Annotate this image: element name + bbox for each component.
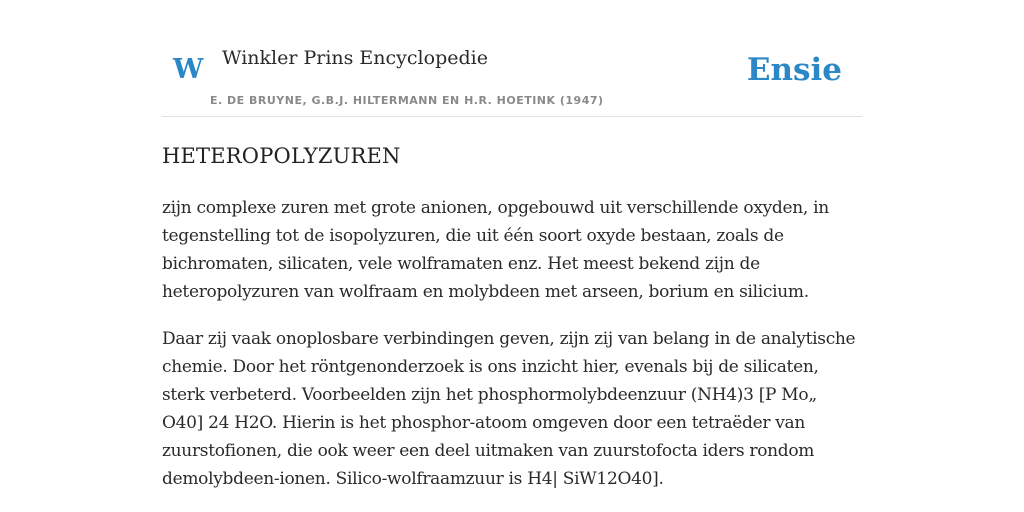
page: [162, 0, 862, 493]
authors-line: E. DE BRUYNE, G.B.J. HILTERMANN EN H.R. HOETINK (1947): [210, 94, 604, 107]
article-paragraph: zijn complexe zuren met grote anionen, opgebouwd uit verschillende oxyden, in tegenstelling tot de isopolyzuren, die uit één soort oxyde bestaan, zoals de bichromaten, silicaten, vele wolframaten enz. Het meest bekend zijn de heteropolyzuren van wolfraam en molybdeen met arseen, borium en silicium.: [162, 198, 829, 302]
site-title[interactable]: Winkler Prins Encyclopedie: [222, 47, 488, 69]
article-paragraph: Daar zij vaak onoplosbare verbindingen geven, zijn zij van belang in de analytische chemie. Door het röntgenonderzoek is ons inzicht hier, evenals bij de silicaten, sterk verbeterd. Voorbeelden zijn het phosphormolybdeenzuur (NH4)3 [P Mo„ O40] 24 H2O. Hierin is het phosphor-atoom omgeven door een tetraëder van zuurstofionen, die ook weer een deel uitmaken van zuurstofocta iders rondom demolybdeen-ionen. Silico-wolfraamzuur is H4| SiW12O40].: [162, 329, 856, 489]
header: [162, 0, 862, 117]
ensie-logo-link[interactable]: Ensie: [746, 52, 842, 88]
article-title: HETEROPOLYZUREN: [162, 144, 401, 168]
winkler-prins-logo[interactable]: W: [173, 54, 204, 85]
